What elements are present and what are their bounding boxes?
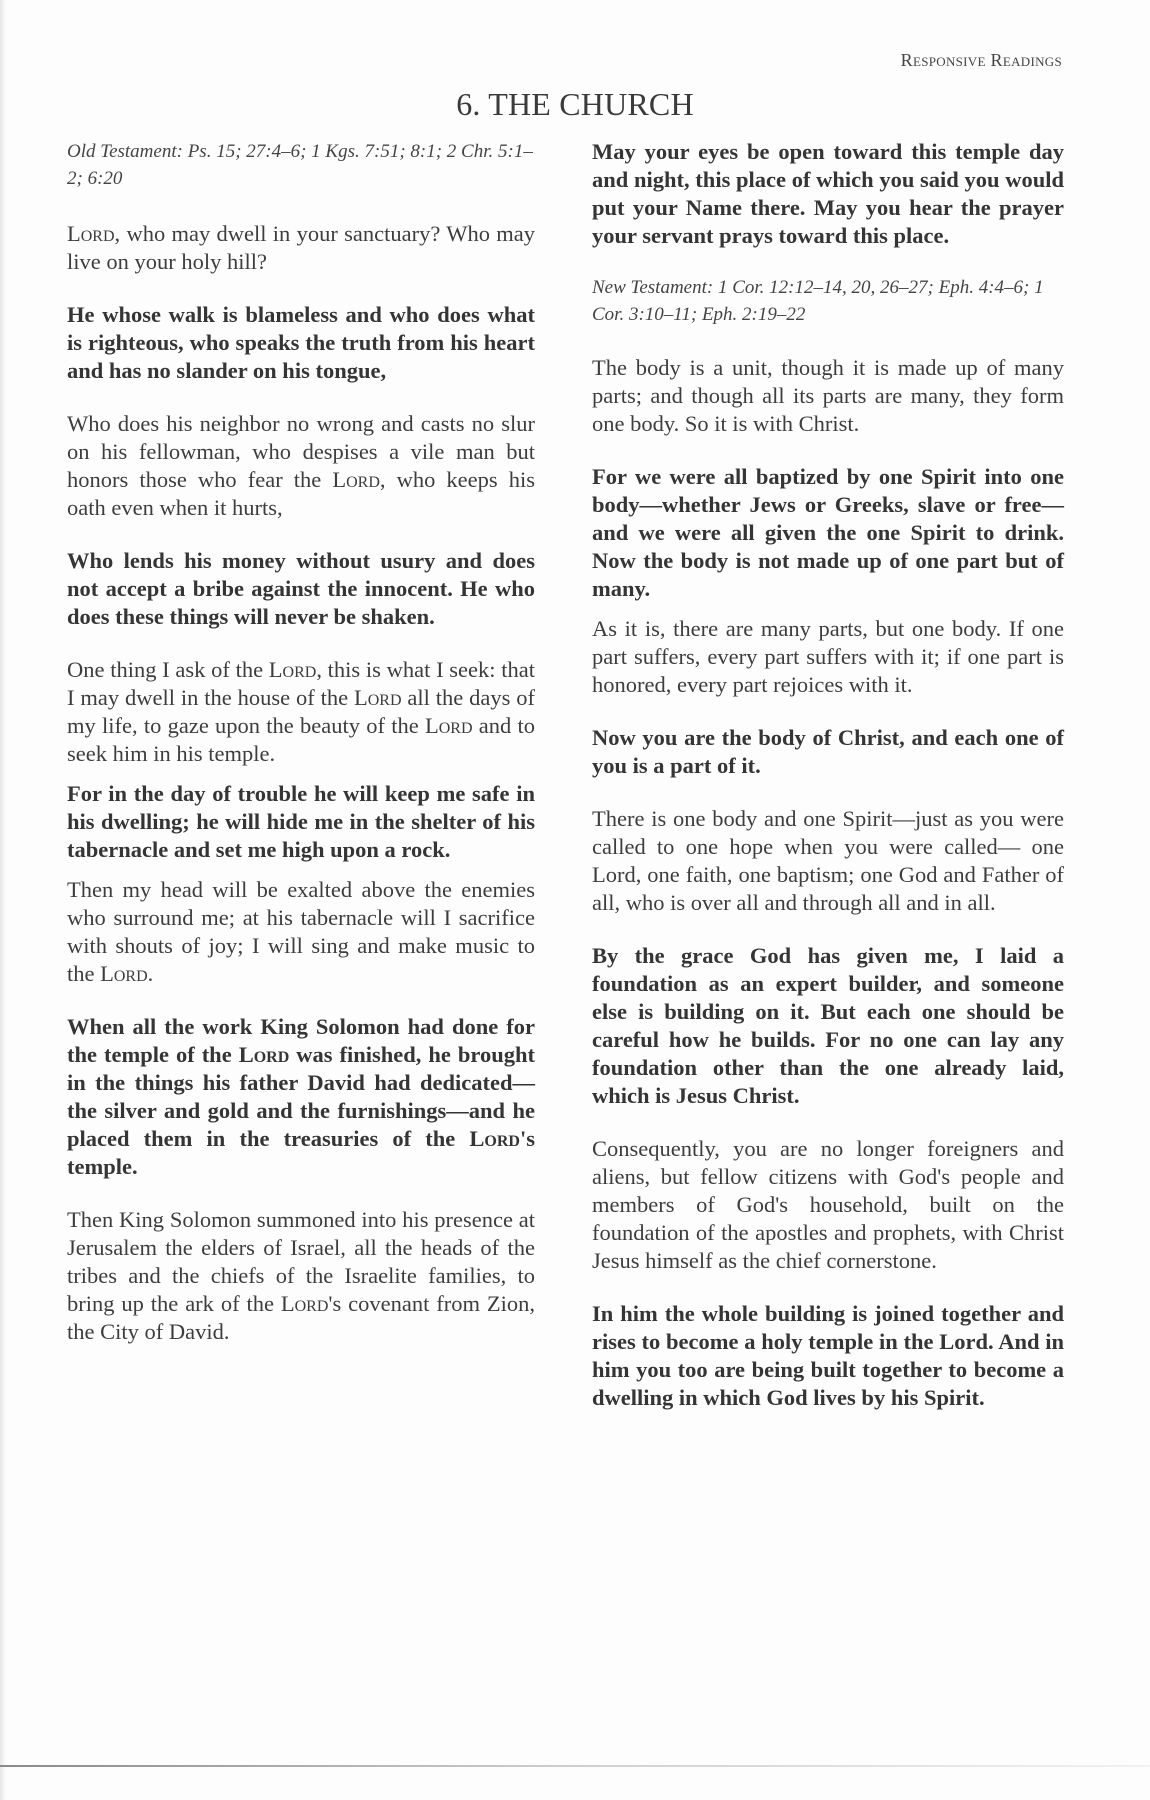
lord-small-caps: Lord xyxy=(100,961,148,986)
reading-response: Who lends his money without usury and does not accept a bribe against the innocent. He who does these things will never be shaken. xyxy=(67,548,535,629)
old-testament-reference: Old Testament: Ps. 15; 27:4–6; 1 Kgs. 7:51; 8:1; 2 Chr. 5:1–2; 6:20 xyxy=(67,141,533,189)
reading-response: When all the work King Solomon had done for the temple of the Lord was finished, he brought in the things his father David had dedicated—the silver and gold and the furnishings—and he placed them in the treasuries of the Lord's temple. xyxy=(67,1014,535,1179)
reading-response: For in the day of trouble he will keep me safe in his dwelling; he will hide me in the shelter of his tabernacle and set me high upon a rock. xyxy=(67,781,535,862)
reading-leader: Then my head will be exalted above the enemies who surround me; at his tabernacle will I sacrifice with shouts of joy; I will sing and make music to the Lord. xyxy=(67,877,535,986)
new-testament-reference: New Testament: 1 Cor. 12:12–14, 20, 26–27; Eph. 4:4–6; 1 Cor. 3:10–11; Eph. 2:19–22 xyxy=(592,277,1044,325)
page-edge-shadow xyxy=(0,0,6,1800)
reading-response: For we were all baptized by one Spirit into one body—whether Jews or Greeks, slave or free—and we were all given the one Spirit to drink. Now the body is not made up of one part but of many. xyxy=(592,464,1064,601)
reading-leader: Consequently, you are no longer foreigners and aliens, but fellow citizens with God's people and members of God's household, built on the foundation of the apostles and prophets, with Christ Jesus himself as the chief cornerstone. xyxy=(592,1136,1064,1273)
bottom-rule xyxy=(0,1765,1150,1767)
reading-leader: Who does his neighbor no wrong and casts no slur on his fellowman, who despises a vile man but honors those who fear the Lord, who keeps his oath even when it hurts, xyxy=(67,411,535,520)
lord-small-caps: Lord xyxy=(268,657,317,682)
lord-small-caps: Lord xyxy=(67,221,115,246)
reading-response: Now you are the body of Christ, and each one of you is a part of it. xyxy=(592,725,1064,778)
lord-small-caps: Lord xyxy=(469,1126,520,1151)
lord-small-caps: Lord xyxy=(353,685,402,710)
reading-response: In him the whole building is joined together and rises to become a holy temple in the Lord. And in him you too are being built together to become a dwelling in which God lives by his Spirit. xyxy=(592,1301,1064,1410)
reading-leader: Then King Solomon summoned into his presence at Jerusalem the elders of Israel, all the heads of the tribes and the chiefs of the Israelite families, to bring up the ark of the Lord's covenant from Zion, the City of David. xyxy=(67,1207,535,1344)
left-column xyxy=(67,138,535,1371)
lord-small-caps: Lord xyxy=(280,1291,329,1316)
reading-leader: Lord, who may dwell in your sanctuary? Who may live on your holy hill? xyxy=(67,221,535,274)
reading-response: He whose walk is blameless and who does what is righteous, who speaks the truth from his heart and has no slander on his tongue, xyxy=(67,302,535,383)
reading-leader: As it is, there are many parts, but one body. If one part suffers, every part suffers with it; if one part is honored, every part rejoices with it. xyxy=(592,616,1064,697)
reading-response: May your eyes be open toward this temple day and night, this place of which you said you would put your Name there. May you hear the prayer your servant prays toward this place. xyxy=(592,139,1064,248)
reading-leader: One thing I ask of the Lord, this is what I seek: that I may dwell in the house of the Lord all the days of my life, to gaze upon the beauty of the Lord and to seek him in his temple. xyxy=(67,657,535,766)
lord-small-caps: Lord xyxy=(424,713,473,738)
reading-leader: The body is a unit, though it is made up of many parts; and though all its parts are many, they form one body. So it is with Christ. xyxy=(592,355,1064,436)
running-head: Responsive Readings xyxy=(900,50,1062,70)
page-title: 6. THE CHURCH xyxy=(456,86,694,122)
reading-leader: There is one body and one Spirit—just as you were called to one hope when you were called— one Lord, one faith, one baptism; one God and Father of all, who is over all and through all and in all. xyxy=(592,806,1064,915)
right-column xyxy=(592,138,1064,1437)
reading-response: By the grace God has given me, I laid a foundation as an expert builder, and someone else is building on it. But each one should be careful how he builds. For no one can lay any foundation other than the one already laid, which is Jesus Christ. xyxy=(592,943,1064,1108)
lord-small-caps: Lord xyxy=(238,1042,290,1067)
lord-small-caps: Lord xyxy=(332,467,380,492)
